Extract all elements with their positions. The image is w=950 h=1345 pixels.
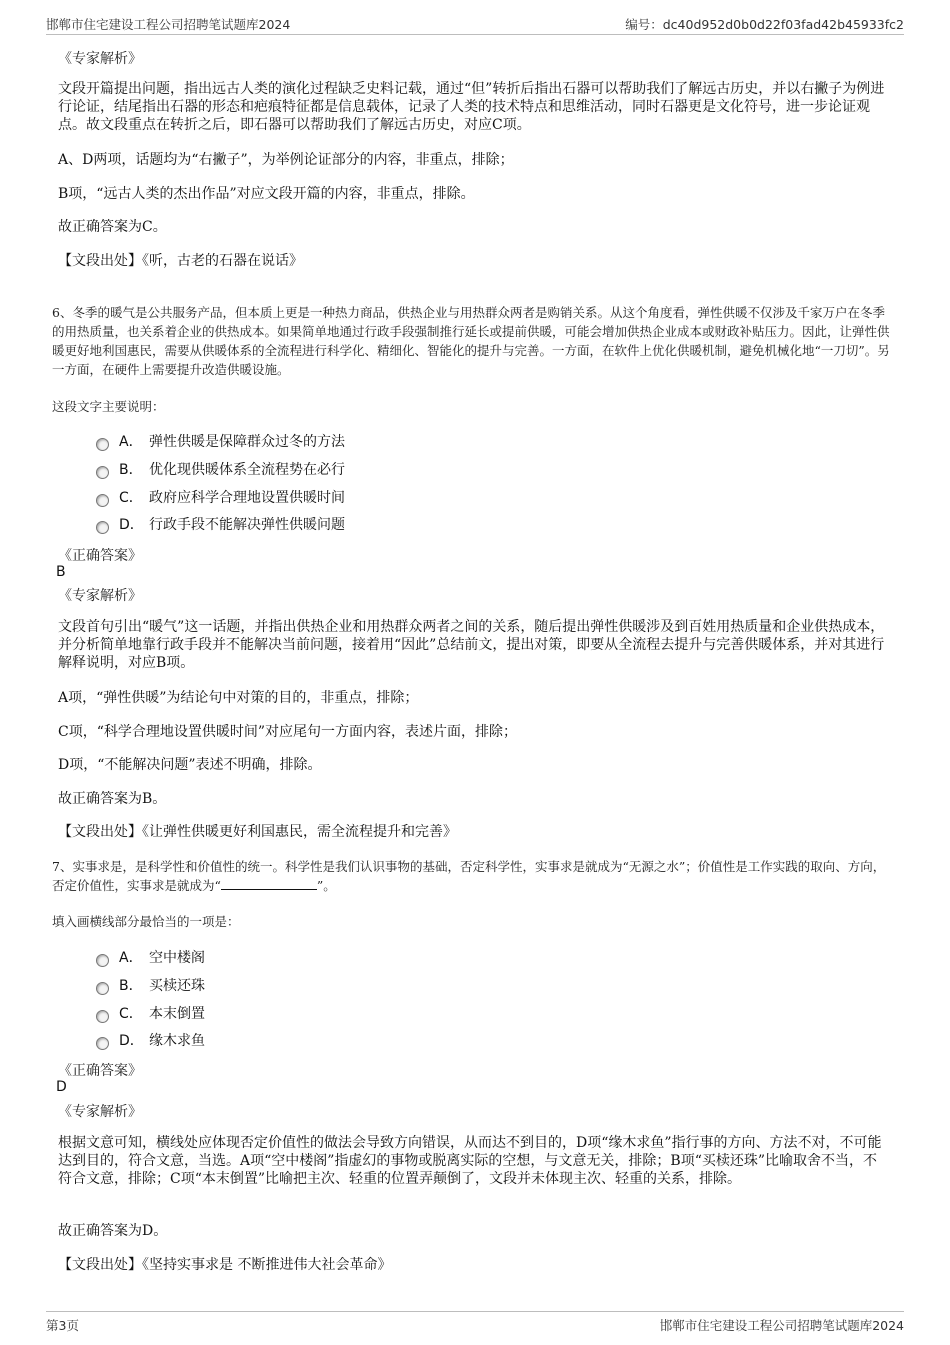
option-letter: D． bbox=[119, 1033, 144, 1049]
option-letter: C． bbox=[119, 490, 143, 506]
footer-title: 邯郸市住宅建设工程公司招聘笔试题库2024 bbox=[659, 1318, 904, 1333]
option-text: 优化现供暖体系全流程势在必行 bbox=[149, 462, 345, 478]
q6-ask: 这段文字主要说明： bbox=[52, 399, 165, 414]
q6-option-c[interactable] bbox=[96, 485, 345, 509]
radio-icon[interactable] bbox=[96, 1010, 109, 1023]
page-header bbox=[46, 12, 904, 35]
q5-conclusion: 故正确答案为C。 bbox=[58, 219, 167, 235]
option-text: 政府应科学合理地设置供暖时间 bbox=[149, 490, 345, 506]
page-number: 第3页 bbox=[46, 1318, 79, 1333]
q7-text-after: ”。 bbox=[316, 878, 336, 893]
q6-analysis: 文段首句引出“暖气”这一话题，并指出供热企业和用热群众两者之间的关系，随后提出弹性供暖涉及到百姓用热质量和企业供热成本，并分析简单地靠行政手段并不能解决当前问题，接着用“因此”总结前文，提出对策，即要从全流程去提升与完善供暖体系，并对其进行解释说明，对应B项。 bbox=[58, 619, 885, 671]
option-text: 缘木求鱼 bbox=[149, 1033, 205, 1049]
q7-conclusion: 故正确答案为D。 bbox=[58, 1223, 168, 1239]
q6-answer-label: 《正确答案》 bbox=[58, 548, 142, 564]
option-letter: A． bbox=[119, 434, 143, 450]
q6-expert-label: 《专家解析》 bbox=[58, 588, 142, 604]
option-text: 空中楼阁 bbox=[149, 950, 205, 966]
radio-icon[interactable] bbox=[96, 982, 109, 995]
option-text: 本末倒置 bbox=[149, 1006, 205, 1022]
option-letter: D． bbox=[119, 517, 144, 533]
radio-icon[interactable] bbox=[96, 466, 109, 479]
q5-line-b: B项，“远古人类的杰出作品”对应文段开篇的内容，非重点，排除。 bbox=[58, 186, 475, 202]
q6-option-d[interactable] bbox=[96, 512, 345, 536]
option-letter: C． bbox=[119, 1006, 143, 1022]
fill-blank bbox=[221, 877, 317, 890]
q6-line-d: D项，“不能解决问题”表述不明确，排除。 bbox=[58, 757, 322, 773]
header-title: 邯郸市住宅建设工程公司招聘笔试题库2024 bbox=[46, 17, 291, 32]
header-code: 编号：dc40d952d0b0d22f03fad42b45933fc2 bbox=[625, 17, 904, 32]
option-letter: B． bbox=[119, 462, 143, 478]
q7-option-a[interactable] bbox=[96, 945, 205, 969]
radio-icon[interactable] bbox=[96, 954, 109, 967]
q7-expert-label: 《专家解析》 bbox=[58, 1104, 142, 1120]
q7-analysis: 根据文意可知，横线处应体现否定价值性的做法会导致方向错误，从而达不到目的，D项“缘木求鱼”指行事的方向、方法不对，不可能达到目的，符合文意，当选。A项“空中楼阁”指虚幻的事物或脱离实际的空想，与文意无关，排除；B项“买椟还珠”比喻取舍不当，不符合文意，排除；C项“本末倒置”比喻把主次、轻重的位置弄颠倒了，文段并未体现主次、轻重的关系，排除。 bbox=[58, 1135, 882, 1187]
page-footer bbox=[46, 1311, 904, 1336]
option-text: 行政手段不能解决弹性供暖问题 bbox=[149, 517, 345, 533]
option-letter: B． bbox=[119, 978, 143, 994]
q5-analysis: 文段开篇提出问题，指出远古人类的演化过程缺乏史料记载，通过“但”转折后指出石器可以帮助我们了解远古历史，并以右撇子为例进行论证，结尾指出石器的形态和疤痕特征都是信息载体，记录了人类的技术特点和思维活动，同时石器更是文化符号，进一步论证观点。故文段重点在转折之后，即石器可以帮助我们了解远古历史，对应C项。 bbox=[58, 81, 885, 133]
q5-expert-label: 《专家解析》 bbox=[58, 51, 142, 67]
radio-icon[interactable] bbox=[96, 438, 109, 451]
q5-source: 【文段出处】《听，古老的石器在说话》 bbox=[58, 253, 303, 269]
option-letter: A． bbox=[119, 950, 143, 966]
q7-text-before: 7、实事求是，是科学性和价值性的统一。科学性是我们认识事物的基础，否定科学性，实事求是就成为“无源之水”；价值性是工作实践的取向、方向，否定价值性，实事求是就成为“ bbox=[52, 859, 886, 893]
q7-ask: 填入画横线部分最恰当的一项是： bbox=[52, 914, 240, 929]
q7-answer: D bbox=[56, 1079, 67, 1095]
q7-option-b[interactable] bbox=[96, 973, 205, 997]
q6-line-a: A项，“弹性供暖”为结论句中对策的目的，非重点，排除； bbox=[58, 690, 419, 706]
q7-source: 【文段出处】《坚持实事求是 不断推进伟大社会革命》 bbox=[58, 1257, 392, 1273]
q6-source: 【文段出处】《让弹性供暖更好利国惠民，需全流程提升和完善》 bbox=[58, 824, 457, 840]
q6-conclusion: 故正确答案为B。 bbox=[58, 791, 167, 807]
q6-question-text: 6、冬季的暖气是公共服务产品，但本质上更是一种热力商品，供热企业与用热群众两者是购销关系。从这个角度看，弹性供暖不仅涉及千家万户在冬季的用热质量，也关系着企业的供热成本。如果简单地通过行政手段强制推行延长或提前供暖，可能会增加供热企业成本或财政补贴压力。因此，让弹性供暖更好地利国惠民，需要从供暖体系的全流程进行科学化、精细化、智能化的提升与完善。一方面，在软件上优化供暖机制，避免机械化地“一刀切”。另一方面，在硬件上需要提升改造供暖设施。 bbox=[52, 305, 890, 377]
radio-icon[interactable] bbox=[96, 521, 109, 534]
q7-question-text bbox=[52, 857, 892, 895]
radio-icon[interactable] bbox=[96, 1037, 109, 1050]
option-text: 弹性供暖是保障群众过冬的方法 bbox=[149, 434, 345, 450]
q7-answer-label: 《正确答案》 bbox=[58, 1063, 142, 1079]
q7-option-c[interactable] bbox=[96, 1001, 205, 1025]
q6-option-a[interactable] bbox=[96, 429, 345, 453]
radio-icon[interactable] bbox=[96, 494, 109, 507]
option-text: 买椟还珠 bbox=[149, 978, 205, 994]
q7-option-d[interactable] bbox=[96, 1028, 205, 1052]
q5-line-ad: A、D两项，话题均为“右撇子”，为举例论证部分的内容，非重点，排除； bbox=[58, 152, 514, 168]
q6-option-b[interactable] bbox=[96, 457, 345, 481]
q6-answer: B bbox=[56, 564, 66, 580]
q6-line-c: C项，“科学合理地设置供暖时间”对应尾句一方面内容，表述片面，排除； bbox=[58, 724, 518, 740]
